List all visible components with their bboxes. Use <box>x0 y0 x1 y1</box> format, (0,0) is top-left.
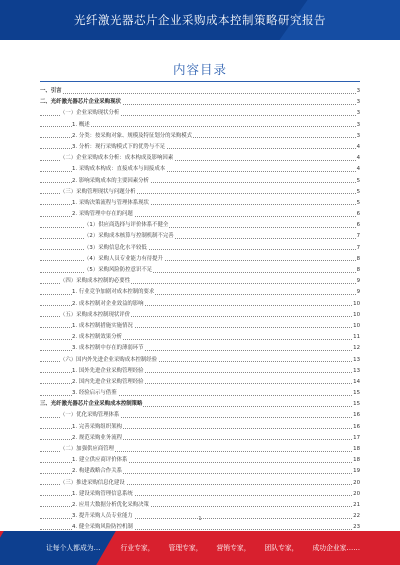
toc-entry-text: 2. 成本控制对企业效益的影响 <box>72 299 145 310</box>
toc-entry-page: 4 <box>356 164 360 175</box>
toc-entry-text: （五）采购成本控制现状评价 <box>60 310 131 321</box>
toc-entry-page: 7 <box>356 231 360 242</box>
toc-entry-text: 4. 健全采购风险防控机制 <box>72 522 134 533</box>
toc-entry-page: 18 <box>352 455 360 466</box>
toc-entry-text: 1. 完善采购组织架构 <box>72 422 123 433</box>
footer-slogan-item: 行业专家， <box>120 544 155 552</box>
toc-entry[interactable] <box>40 120 360 131</box>
toc-entry-page: 10 <box>352 321 360 332</box>
toc-entry[interactable] <box>40 410 360 421</box>
toc-entry[interactable] <box>40 500 360 511</box>
toc-entry[interactable] <box>40 377 360 388</box>
footer-slogan-item: 成功企业家…… <box>312 544 361 552</box>
toc-entry-page: 18 <box>352 444 360 455</box>
toc-entry[interactable] <box>40 97 360 108</box>
toc-entry-text: 1. 采购决策流程与管理体系现状 <box>72 198 150 209</box>
toc-entry-page: 6 <box>356 220 360 231</box>
toc-entry[interactable] <box>40 422 360 433</box>
toc-entry-page: 10 <box>352 310 360 321</box>
toc-entry[interactable] <box>40 276 360 287</box>
toc-entry-page: 4 <box>356 153 360 164</box>
toc-entry-page: 16 <box>352 422 360 433</box>
toc-entry-text: 2. 规范采购业务流程 <box>72 433 123 444</box>
toc-entry[interactable] <box>40 254 360 265</box>
toc-entry[interactable] <box>40 455 360 466</box>
toc-entry-text: 3. 成本控制中存在的薄弱环节 <box>72 343 145 354</box>
toc-entry-text: 1. 建立供应商评价体系 <box>72 455 128 466</box>
toc-entry-text: 1. 建设采购管理信息系统 <box>72 489 134 500</box>
table-of-contents <box>40 86 360 534</box>
toc-entry[interactable] <box>40 131 360 142</box>
toc-entry[interactable] <box>40 399 360 410</box>
toc-entry[interactable] <box>40 187 360 198</box>
toc-entry-text: 一、引言 <box>40 86 63 97</box>
toc-entry-page: 3 <box>356 120 360 131</box>
toc-entry[interactable] <box>40 332 360 343</box>
toc-entry-text: （三）推进采购信息化建设 <box>60 478 126 489</box>
toc-entry-text: （四）采购成本控制的必要性 <box>60 276 131 287</box>
toc-entry[interactable] <box>40 164 360 175</box>
toc-entry-page: 5 <box>356 198 360 209</box>
toc-entry-text: 1. 成本控制措施实施情况 <box>72 321 134 332</box>
toc-entry-text: 2. 分类：按采购对象、规模及特征划分的采购模式 <box>72 131 193 142</box>
toc-entry-page: 21 <box>352 500 360 511</box>
toc-entry[interactable] <box>40 489 360 500</box>
toc-entry[interactable] <box>40 86 360 97</box>
toc-entry-text: 1. 概述 <box>72 120 91 131</box>
footer-banner <box>0 531 400 565</box>
toc-entry-page: 11 <box>352 332 360 343</box>
toc-leader-dots <box>40 93 360 94</box>
toc-entry-text: （1）供应商选择与评价体系不健全 <box>84 220 169 231</box>
toc-entry[interactable] <box>40 433 360 444</box>
toc-entry-page: 20 <box>352 489 360 500</box>
toc-entry-page: 10 <box>352 299 360 310</box>
footer-slogan-lead: 让每个人都成为… <box>46 544 101 552</box>
toc-entry[interactable] <box>40 176 360 187</box>
toc-entry-text: （三）采购管理现状与问题分析 <box>60 187 136 198</box>
footer-slogan-item: 管理专家， <box>168 544 203 552</box>
toc-entry-page: 4 <box>356 142 360 153</box>
toc-entry-text: 2. 成本控制效果分析 <box>72 332 123 343</box>
toc-entry[interactable] <box>40 209 360 220</box>
toc-entry-text: （二）加强供应商管理 <box>60 444 115 455</box>
toc-entry[interactable] <box>40 388 360 399</box>
toc-entry[interactable] <box>40 444 360 455</box>
toc-entry[interactable] <box>40 299 360 310</box>
toc-entry-text: 3. 提升采购人员专业能力 <box>72 511 134 522</box>
toc-entry-page: 15 <box>352 399 360 410</box>
toc-entry-text: （一）企业采购现状分析 <box>60 108 120 119</box>
footer-slogan <box>46 531 374 565</box>
toc-entry-page: 9 <box>356 276 360 287</box>
toc-entry-text: （5）采购风险防控意识不足 <box>84 265 153 276</box>
toc-entry[interactable] <box>40 310 360 321</box>
report-title: 光纤激光器芯片企业采购成本控制策略研究报告 <box>74 13 326 27</box>
toc-entry-text: （二）企业采购成本分析：成本构成及影响因素 <box>60 153 174 164</box>
toc-entry[interactable] <box>40 478 360 489</box>
toc-entry-page: 3 <box>356 108 360 119</box>
toc-entry-page: 16 <box>352 410 360 421</box>
toc-entry[interactable] <box>40 220 360 231</box>
toc-entry[interactable] <box>40 321 360 332</box>
toc-entry[interactable] <box>40 355 360 366</box>
toc-entry[interactable] <box>40 231 360 242</box>
toc-entry-page: 23 <box>352 522 360 533</box>
toc-entry[interactable] <box>40 265 360 276</box>
toc-entry-text: （4）采购人员专业能力有待提升 <box>84 254 164 265</box>
toc-entry-text: 3. 分析：现行采购模式下的优势与不足 <box>72 142 166 153</box>
toc-entry-text: 三、光纤激光器芯片企业采购成本控制策略 <box>40 399 143 410</box>
report-header <box>0 0 400 40</box>
toc-divider <box>40 81 360 82</box>
toc-entry-page: 8 <box>356 265 360 276</box>
toc-entry-text: 二、光纤激光器芯片企业采购现状 <box>40 97 122 108</box>
footer-slogan-items <box>121 544 375 552</box>
toc-entry-page: 3 <box>356 97 360 108</box>
toc-entry[interactable] <box>40 153 360 164</box>
toc-entry[interactable] <box>40 343 360 354</box>
toc-entry-text: 1. 行业竞争加剧对成本控制的要求 <box>72 287 155 298</box>
toc-entry-page: 8 <box>356 254 360 265</box>
toc-entry-page: 5 <box>356 187 360 198</box>
toc-title: 内容目录 <box>172 62 227 77</box>
toc-entry[interactable] <box>40 108 360 119</box>
toc-entry-text: （3）采购信息化水平较低 <box>84 243 148 254</box>
toc-entry-text: 2. 应用大数据分析优化采购决策 <box>72 500 150 511</box>
toc-entry[interactable] <box>40 243 360 254</box>
toc-entry-page: 3 <box>356 131 360 142</box>
toc-entry-text: 2. 国内先进企业采购管理经验 <box>72 377 145 388</box>
toc-entry-page: 20 <box>352 478 360 489</box>
toc-entry-text: 1. 国外先进企业采购管理经验 <box>72 366 145 377</box>
toc-entry[interactable] <box>40 198 360 209</box>
toc-entry-page: 9 <box>356 287 360 298</box>
toc-entry-text: 2. 采购管理中存在的问题 <box>72 209 134 220</box>
toc-entry-page: 13 <box>352 366 360 377</box>
toc-entry-text: （2）采购成本核算与控制机制不完善 <box>84 231 175 242</box>
toc-entry[interactable] <box>40 142 360 153</box>
toc-entry-text: 1. 采购成本构成：直接成本与间接成本 <box>72 164 166 175</box>
toc-entry[interactable] <box>40 466 360 477</box>
page-number: 1 <box>198 516 202 522</box>
toc-entry-text: （六）国内外先进企业采购成本控制经验 <box>60 355 158 366</box>
toc-entry-page: 15 <box>352 388 360 399</box>
toc-entry-page: 13 <box>352 355 360 366</box>
toc-entry-text: （一）优化采购管理体系 <box>60 410 120 421</box>
toc-entry-text: 2. 构建战略合作关系 <box>72 466 123 477</box>
toc-entry-text: 2. 影响采购成本的主要因素分析 <box>72 176 150 187</box>
toc-entry-page: 14 <box>352 377 360 388</box>
toc-entry-page: 3 <box>356 86 360 97</box>
toc-entry-text: 3. 经验启示与借鉴 <box>72 388 118 399</box>
toc-entry-page: 7 <box>356 243 360 254</box>
footer-slogan-item: 团队专家， <box>264 544 299 552</box>
toc-entry-page: 5 <box>356 176 360 187</box>
toc-entry-page: 6 <box>356 209 360 220</box>
toc-entry-page: 22 <box>352 511 360 522</box>
toc-entry-page: 19 <box>352 466 360 477</box>
toc-entry[interactable] <box>40 366 360 377</box>
footer-slogan-item: 营销专家， <box>216 544 251 552</box>
toc-entry[interactable] <box>40 287 360 298</box>
toc-entry-page: 17 <box>352 433 360 444</box>
toc-entry-page: 12 <box>352 343 360 354</box>
